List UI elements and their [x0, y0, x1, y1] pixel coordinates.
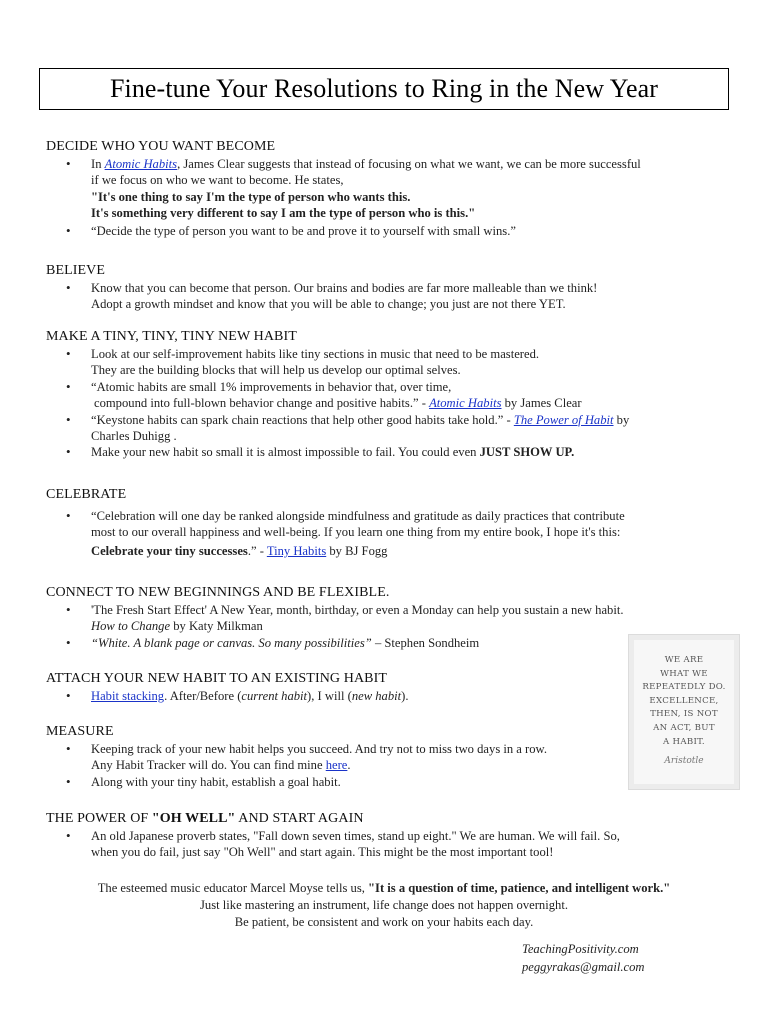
email-text: peggyrakas@gmail.com [522, 960, 645, 974]
bullet-list [46, 346, 728, 461]
bullet-list [46, 741, 728, 790]
list-item: • “White. A blank page or canvas. So many possibilities” – Stephen Sondheim [46, 635, 728, 651]
list-item: • Along with your tiny habit, establish a goal habit. [46, 774, 728, 790]
section-heading: CELEBRATE [46, 487, 127, 502]
website-text: TeachingPositivity.com [522, 942, 639, 956]
bold-emphasis: JUST SHOW UP. [479, 445, 575, 460]
list-item: • In Atomic Habits, James Clear suggests that instead of focusing on what we want, we can be more successful if we focus on who we want to become. He states, "It's one thing to say I'm the type of person who wants this. It's something very different to say I am the type of person who is this." [46, 156, 728, 222]
list-item: • Know that you can become that person. Our brains and bodies are far more malleable than we think! Adopt a growth mindset and know that you will be able to change; you just are not there YET. [46, 280, 728, 313]
quote-signature: Aristotle [664, 756, 704, 767]
quote-text: WE ARE WHAT WE REPEATEDLY DO. EXCELLENCE, THEN, IS NOT AN ACT, BUT A HABIT. [642, 655, 726, 747]
bullet-list [46, 508, 728, 559]
bold-emphasis: Celebrate your tiny successes [91, 543, 248, 558]
bullet-list [46, 828, 728, 861]
list-item: • 'The Fresh Start Effect' A New Year, month, birthday, or even a Monday can help you sustain a new habit. How to Change by Katy Milkman [46, 602, 728, 635]
bold-quote: "It is a question of time, patience, and intelligent work." [368, 881, 671, 895]
section-oh-well [46, 810, 728, 861]
list-item: • Look at our self-improvement habits like tiny sections in music that need to be mastered. They are the building blocks that will help us develop our optimal selves. [46, 346, 728, 379]
section-heading: MAKE A TINY, TINY, TINY NEW HABIT [46, 329, 297, 344]
habit-stacking-link[interactable]: Habit stacking [91, 689, 165, 703]
tiny-habits-link[interactable]: Tiny Habits [266, 543, 327, 558]
atomic-habits-link[interactable]: Atomic Habits [104, 157, 178, 171]
section-heading: ATTACH YOUR NEW HABIT TO AN EXISTING HABIT [46, 671, 388, 686]
aristotle-quote-card [628, 634, 740, 790]
bullet-list [46, 688, 728, 704]
section-tiny-habit [46, 328, 728, 461]
bullet-list [46, 280, 728, 313]
section-heading: CONNECT TO NEW BEGINNINGS AND BE FLEXIBLE. [46, 585, 390, 600]
bold-quote: It's something very different to say I am the type of person who is this." [91, 206, 476, 221]
bold-quote: "It's one thing to say I'm the type of person who wants this. [91, 189, 411, 204]
bullet-list [46, 156, 728, 239]
list-item: • An old Japanese proverb states, "Fall down seven times, stand up eight." We are human. We will fail. So, when you do fail, just say "Oh Well" and start again. This might be the most important tool! [46, 828, 728, 861]
section-measure [46, 723, 728, 790]
section-believe [46, 262, 728, 313]
list-item: • Habit stacking. After/Before (current habit), I will (new habit). [46, 688, 728, 704]
page-title: Fine-tune Your Resolutions to Ring in the New Year [39, 68, 729, 110]
contact-block [522, 940, 644, 976]
list-item: • “Celebration will one day be ranked alongside mindfulness and gratitude as daily practices that contribute most to our overall happiness and well-being. If you learn one thing from my entire book, I hope it's this: Celebrate your tiny successes.” - Tiny Habits by BJ Fogg [46, 508, 728, 559]
list-item: • “Atomic habits are small 1% improvements in behavior that, over time, compound into full-blown behavior change and positive habits.” - Atomic Habits by James Clear [46, 379, 728, 412]
list-item: • Keeping track of your new habit helps you succeed. And try not to miss two days in a row. Any Habit Tracker will do. You can find mine here. [46, 741, 728, 774]
section-heading: THE POWER OF "OH WELL" AND START AGAIN [46, 811, 364, 826]
list-item: • “Decide the type of person you want to be and prove it to yourself with small wins.” [46, 223, 728, 239]
list-item: • “Keystone habits can spark chain reactions that help other good habits take hold.” - The Power of Habit by Charles Duhigg . [46, 412, 728, 445]
section-heading: DECIDE WHO YOU WANT BECOME [46, 139, 276, 154]
closing-paragraph: The esteemed music educator Marcel Moyse tells us, "It is a question of time, patience, and intelligent work." Just like mastering an instrument, life change does not happen overnight. Be patient, be consistent and work on your habits each day. [97, 881, 671, 929]
section-attach-habit [46, 670, 728, 704]
bullet-list [46, 602, 728, 651]
power-of-habit-link[interactable]: The Power of Habit [513, 412, 614, 427]
list-item: • Make your new habit so small it is almost impossible to fail. You could even JUST SHOW UP. [46, 444, 728, 460]
habit-tracker-link[interactable]: here [325, 758, 348, 773]
section-decide [46, 138, 728, 239]
section-heading: BELIEVE [46, 263, 106, 278]
section-new-beginnings [46, 584, 728, 651]
atomic-habits-link[interactable]: Atomic Habits [429, 396, 502, 411]
section-heading: MEASURE [46, 724, 114, 739]
section-celebrate [46, 486, 728, 559]
